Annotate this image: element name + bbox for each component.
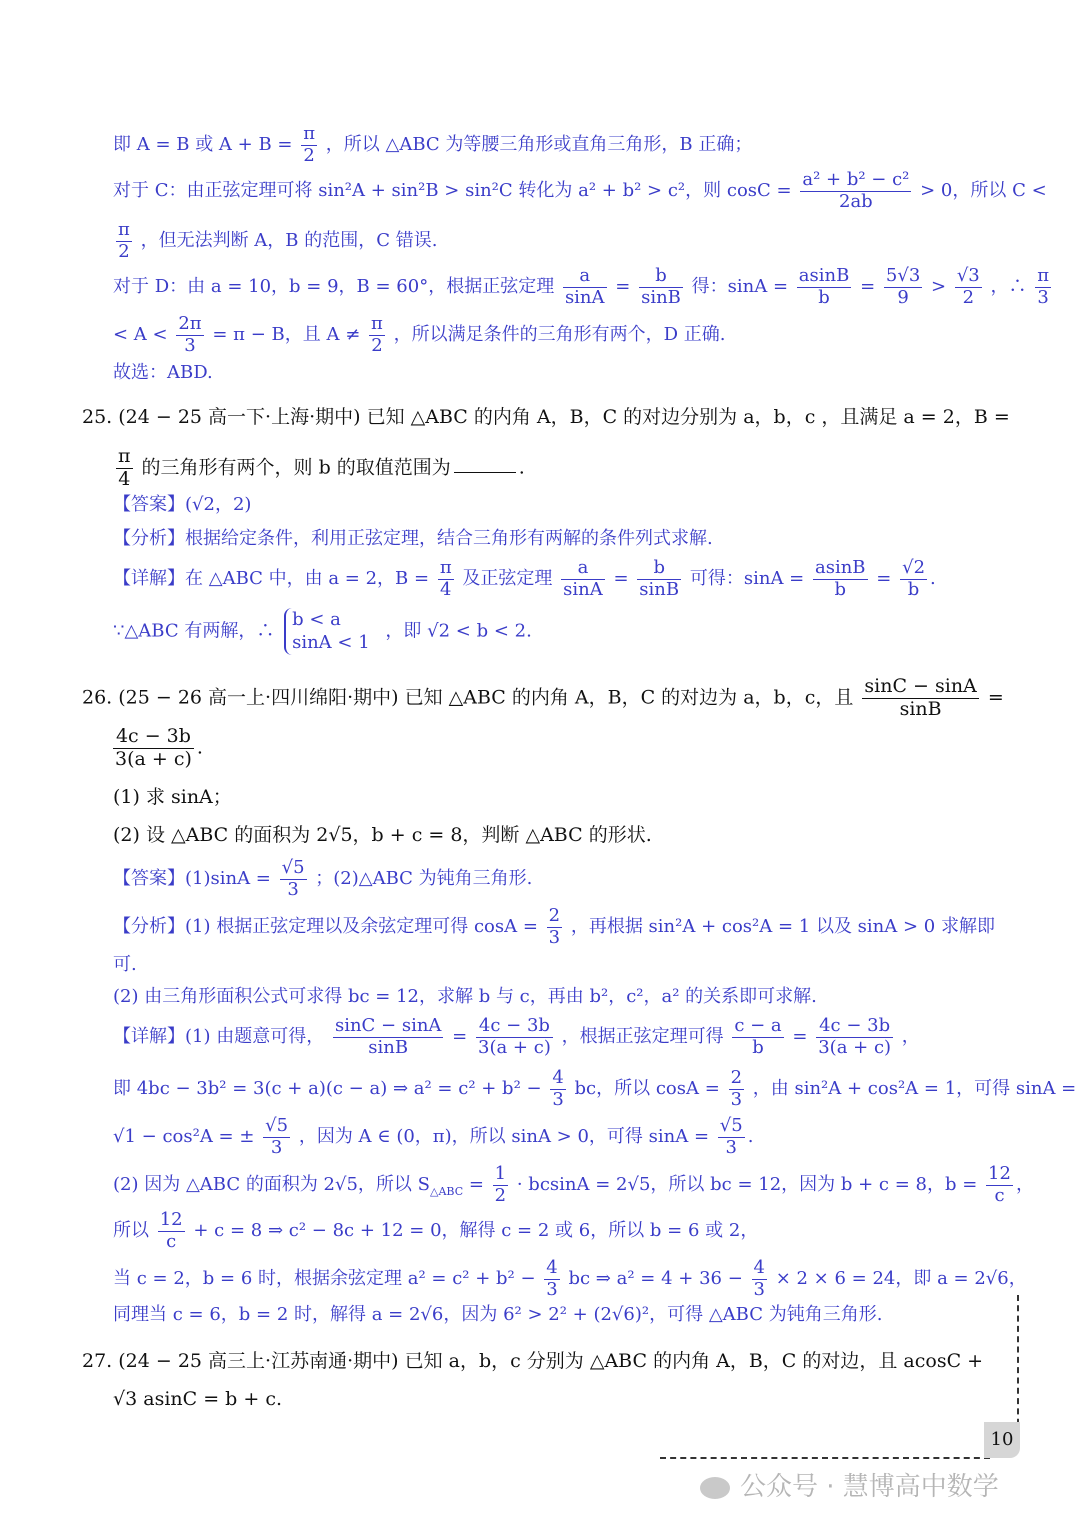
analysis-26-cont: 可.: [113, 954, 137, 975]
text: ，所以 △ABC 为等腰三角形或直角三角形，B 正确；: [325, 134, 753, 156]
text: ∵△ABC 有两解，∴: [113, 620, 275, 642]
page-number: 10: [984, 1422, 1020, 1458]
fraction: $\frac{asinB}{b}$: [798, 265, 850, 308]
page-border-vertical: [1017, 1295, 1019, 1435]
text: 【详解】在 △ABC 中，由 a = 2，B =: [113, 568, 430, 590]
fraction: $\frac{2\pi}{3}$: [178, 313, 202, 356]
question-27-stem: 27. (24 − 25 高三上·江苏南通·期中) 已知 a，b，c 分别为 △ABC 的内角 A，B，C 的对边，且 acosC +: [82, 1350, 984, 1372]
fraction: $\frac{4c - 3b}{3(a + c)}$: [478, 1015, 551, 1058]
fraction: $\frac{√5}{3}$: [281, 857, 305, 900]
detail-26-line-6: [113, 1257, 1027, 1300]
question-26-stem: [82, 675, 1004, 721]
text: + c = 8 ⇒ c² − 8c + 12 = 0，解得 c = 2 或 6，所以 b = 6 或 2，: [193, 1220, 759, 1242]
fraction: $\frac{√2}{b}$: [902, 557, 926, 600]
text: 得：sinA =: [691, 276, 789, 298]
watermark-text: 公众号 · 慧博高中数学: [740, 1472, 999, 1502]
text: 即 A = B 或 A + B =: [113, 134, 293, 156]
analysis-26: [113, 906, 998, 948]
question-27-stem-cont: √3 asinC = b + c.: [113, 1388, 283, 1410]
fraction: $\frac{\sin C - \sin A}{\sin B}$: [864, 675, 977, 720]
text: ，但无法判断 A，B 的范围，C 错误.: [140, 230, 438, 252]
solution-line: [113, 220, 998, 262]
fraction: $\frac{4}{3}$: [546, 1257, 558, 1300]
fraction: $\frac{2}{3}$: [548, 905, 561, 948]
text: =: [792, 1026, 808, 1048]
text: > 0，所以 C <: [920, 180, 1047, 202]
fraction: $\frac{\pi}{2}$: [118, 219, 130, 262]
text: .: [196, 736, 203, 759]
text: 可得：sinA =: [689, 568, 805, 590]
fraction: $\frac{12}{c}$: [159, 1209, 183, 1252]
fraction: $\frac{2}{3}$: [730, 1067, 743, 1110]
question-26-part-1: (1) 求 sinA；: [113, 786, 232, 808]
text: ，由 sin²A + cos²A = 1，可得 sinA =: [752, 1078, 1077, 1100]
fraction: $\frac{a}{\sin A}$: [564, 265, 605, 308]
text: · bcsinA = 2√5，所以 bc = 12，因为 b + c = 8，b =: [516, 1174, 978, 1196]
detail-26-line-2: [113, 1067, 1077, 1110]
text: 【详解】(1) 由题意可得，: [113, 1026, 325, 1048]
text: bc，所以 cosA =: [574, 1078, 720, 1100]
text: √1 − cos²A = ±: [113, 1126, 255, 1148]
text: =: [468, 1174, 484, 1196]
analysis-26-part-2: (2) 由三角形面积公式可求得 bc = 12，求解 b 与 c，再由 b²，c²，a² 的关系即可求解.: [113, 986, 817, 1007]
fraction: $\frac{c - a}{b}$: [734, 1015, 782, 1058]
text: < A <: [113, 324, 168, 346]
fraction: $\frac{4c - 3b}{3(a + c)}$: [818, 1015, 892, 1058]
text: ，即 √2 < b < 2.: [385, 620, 532, 642]
text: =: [860, 276, 876, 298]
text: =: [876, 568, 892, 590]
text: .: [518, 456, 525, 479]
text: ，∴: [990, 276, 1027, 298]
detail-25: [113, 558, 998, 600]
question-26-part-2: (2) 设 △ABC 的面积为 2√5，b + c = 8，判断 △ABC 的形状.: [113, 824, 652, 846]
text: ，: [1015, 1174, 1034, 1196]
fraction: $\frac{\pi}{4}$: [118, 445, 131, 490]
text: .: [747, 1126, 754, 1148]
text: 对于 C：由正弦定理可将 sin²A + sin²B > sin²C 转化为 a² + b² > c²，则 cosC =: [113, 180, 792, 202]
solution-line: [113, 314, 998, 356]
solution-line: [113, 169, 1047, 212]
page-border-horizontal: [660, 1457, 990, 1459]
text: ；(2)△ABC 为钝角三角形.: [315, 868, 533, 890]
text: 对于 D：由 a = 10，b = 9，B = 60°，根据正弦定理: [113, 276, 555, 298]
text: 的三角形有两个，则 b 的取值范围为: [141, 456, 451, 479]
solution-line: 故选：ABD.: [113, 362, 213, 383]
text: =: [615, 276, 631, 298]
solution-line: [113, 265, 1050, 308]
fraction: $\frac{\pi}{4}$: [439, 557, 452, 600]
text: =: [987, 686, 1004, 709]
text: ，因为 A ∈ (0，π)，所以 sinA > 0，可得 sinA =: [298, 1126, 710, 1148]
detail-26-line-7: 同理当 c = 6，b = 2 时，解得 a = 2√6，因为 6² > 2² + (2√6)²，可得 △ABC 为钝角三角形.: [113, 1304, 883, 1325]
fraction: $\frac{1}{2}$: [494, 1163, 507, 1206]
text: >: [931, 276, 947, 298]
text: ，根据正弦定理可得: [561, 1026, 724, 1048]
solution-line: [113, 124, 998, 166]
fraction: $\frac{√5}{3}$: [265, 1115, 289, 1158]
subscript: △ABC: [430, 1184, 464, 1198]
answer-blank: [454, 472, 516, 473]
text: = π − B，且 A ≠: [212, 324, 361, 346]
detail-26-line-3: [113, 1116, 998, 1158]
fraction: $\frac{\pi}{3}$: [1037, 265, 1050, 308]
fraction: $\frac{\pi}{2}$: [303, 123, 316, 166]
text: 所以: [113, 1220, 149, 1242]
fraction: $\frac{asinB}{b}$: [814, 557, 866, 600]
text: .: [930, 568, 936, 590]
wechat-icon: [700, 1477, 730, 1499]
text: 【答案】(1)sinA =: [113, 868, 271, 890]
fraction: $\frac{√5}{3}$: [719, 1115, 743, 1158]
fraction: $\frac{\sin C - \sin A}{\sin B}$: [334, 1015, 442, 1058]
text: 及正弦定理: [462, 568, 553, 590]
answer-26: [113, 858, 998, 900]
fraction: $\frac{a}{\sin A}$: [563, 557, 603, 600]
text: 即 4bc − 3b² = 3(c + a)(c − a) ⇒ a² = c² + b² −: [113, 1078, 542, 1100]
fraction: $\frac{4c - 3b}{3(a + c)}$: [115, 725, 192, 770]
watermark: [700, 1466, 999, 1503]
question-25-stem: 25. (24 − 25 高一下·上海·期中) 已知 △ABC 的内角 A，B，C 的对边分别为 a，b，c ，且满足 a = 2，B =: [82, 406, 1010, 428]
detail-25-cont: [113, 608, 998, 655]
fraction: $\frac{4}{3}$: [753, 1257, 765, 1300]
text: 当 c = 2，b = 6 时，根据余弦定理 a² = c² + b² −: [113, 1268, 536, 1290]
text: ，再根据 sin²A + cos²A = 1 以及 sinA > 0 求解即: [570, 916, 995, 938]
detail-26-line-4: [113, 1163, 1034, 1206]
fraction: $\frac{b}{\sin B}$: [639, 557, 680, 600]
answer-25: 【答案】(√2，2): [113, 494, 252, 515]
fraction: $\frac{12}{c}$: [988, 1163, 1011, 1206]
text: × 2 × 6 = 24，即 a = 2√6，: [775, 1268, 1027, 1290]
text: (2) 因为 △ABC 的面积为 2√5，所以 S: [113, 1174, 430, 1196]
text: ，: [901, 1026, 920, 1048]
text: bc ⇒ a² = 4 + 36 −: [568, 1268, 743, 1290]
inequality-system: b < a sinA < 1: [284, 608, 376, 655]
fraction: $\frac{b}{\sin B}$: [641, 265, 681, 308]
question-26-stem-cont: [113, 726, 998, 771]
text: 【分析】(1) 根据正弦定理以及余弦定理可得 cosA =: [113, 916, 538, 938]
text: 26. (25 − 26 高一上·四川绵阳·期中) 已知 △ABC 的内角 A，B，C 的对边为 a，b，c，且: [82, 686, 854, 709]
analysis-25: 【分析】根据给定条件，利用正弦定理，结合三角形有两解的条件列式求解.: [113, 528, 713, 549]
text: ，所以满足条件的三角形有两个，D 正确.: [393, 324, 726, 346]
text: =: [613, 568, 629, 590]
fraction: $\frac{\text{a² + b² − c²}}{2ab}$: [802, 169, 910, 212]
question-25-stem-cont: [113, 446, 998, 491]
fraction: $\frac{5√3}{9}$: [885, 265, 921, 308]
detail-26: [113, 1016, 998, 1058]
detail-26-line-5: [113, 1210, 998, 1252]
fraction: $\frac{4}{3}$: [552, 1067, 564, 1110]
fraction: $\frac{√3}{2}$: [956, 265, 980, 308]
text: =: [452, 1026, 468, 1048]
fraction: $\frac{\pi}{2}$: [371, 313, 383, 356]
